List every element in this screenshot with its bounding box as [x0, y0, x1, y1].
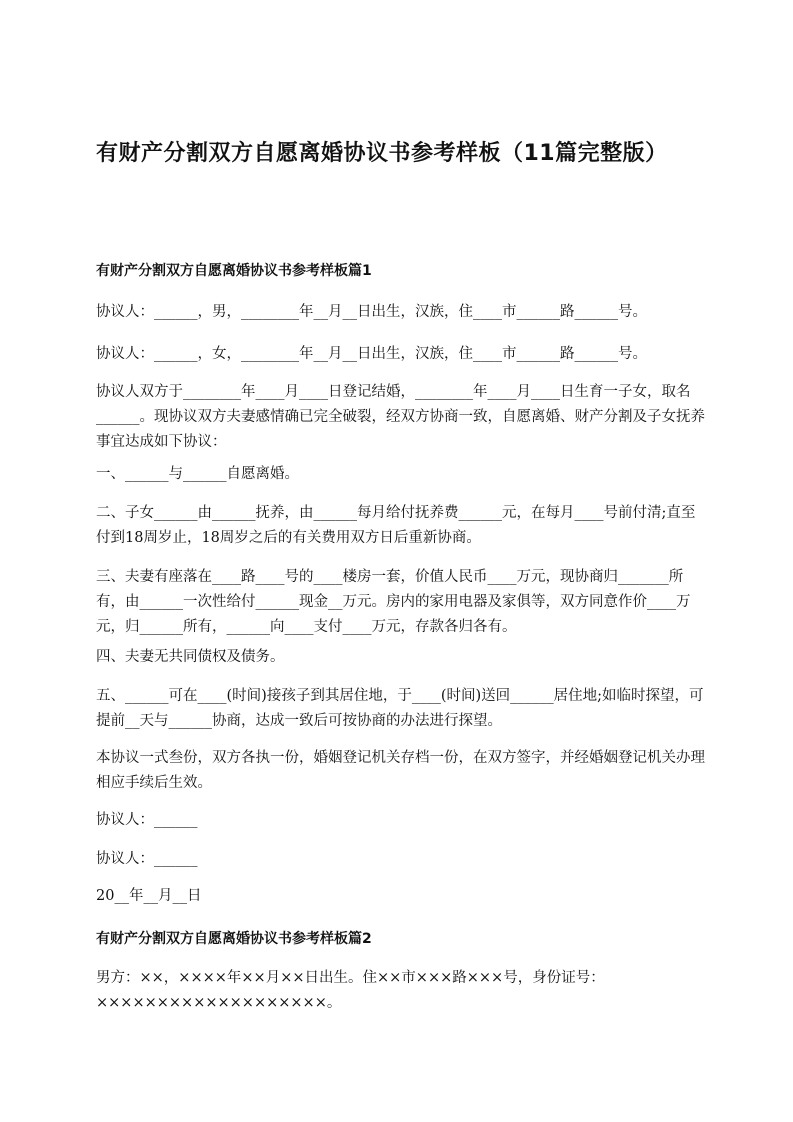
document-title: 有财产分割双方自愿离婚协议书参考样板（11篇完整版）	[96, 141, 668, 166]
paragraph: 协议人：______，男，________年__月__日出生，汉族，住____市______路______号。	[96, 304, 647, 320]
paragraph: 本协议一式叁份，双方各执一份，婚姻登记机关存档一份，在双方签字，并经婚姻登记机关办理相应手续后生效。	[96, 750, 705, 791]
signature-line: 协议人：______	[96, 812, 198, 828]
paragraph: 男方：××，××××年××月××日出生。住××市×××路×××号，身份证号：×××××××××××××××××××。	[96, 970, 605, 1011]
paragraph: 协议人：______，女，________年__月__日出生，汉族，住____市______路______号。	[96, 346, 647, 362]
paragraph: 二、子女______由______抚养，由______每月给付抚养费______元，在每月____号前付清;直至付到18周岁止，18周岁之后的有关费用双方日后重新协商。	[96, 505, 696, 546]
section-heading-1: 有财产分割双方自愿离婚协议书参考样板篇1	[96, 263, 372, 279]
section-heading-2: 有财产分割双方自愿离婚协议书参考样板篇2	[96, 931, 372, 947]
paragraph: 四、夫妻无共同债权及债务。	[96, 649, 285, 665]
paragraph: 协议人双方于________年____月____日登记结婚，________年____月____日生育一子女，取名______。现协议双方夫妻感情确已完全破裂，经双方协商一致，自愿离婚、财产分割及子女抚养事宜达成如下协议：	[96, 384, 705, 450]
signature-line: 协议人：______	[96, 851, 198, 867]
paragraph: 三、夫妻有座落在____路____号的____楼房一套，价值人民币____万元，现协商归_______所有，由______一次性给付______现金__万元。房内的家用电器及家俱等，双方同意作价____万元，归______所有，______向____支付____万元，存款各归各有。	[96, 569, 691, 635]
paragraph: 五、______可在____(时间)接孩子到其居住地，于____(时间)送回______居住地;如临时探望，可提前__天与______协商，达成一致后可按协商的办法进行探望。	[96, 688, 704, 729]
paragraph: 一、______与______自愿离婚。	[96, 466, 299, 482]
date-line: 20__年__月__日	[96, 888, 202, 904]
